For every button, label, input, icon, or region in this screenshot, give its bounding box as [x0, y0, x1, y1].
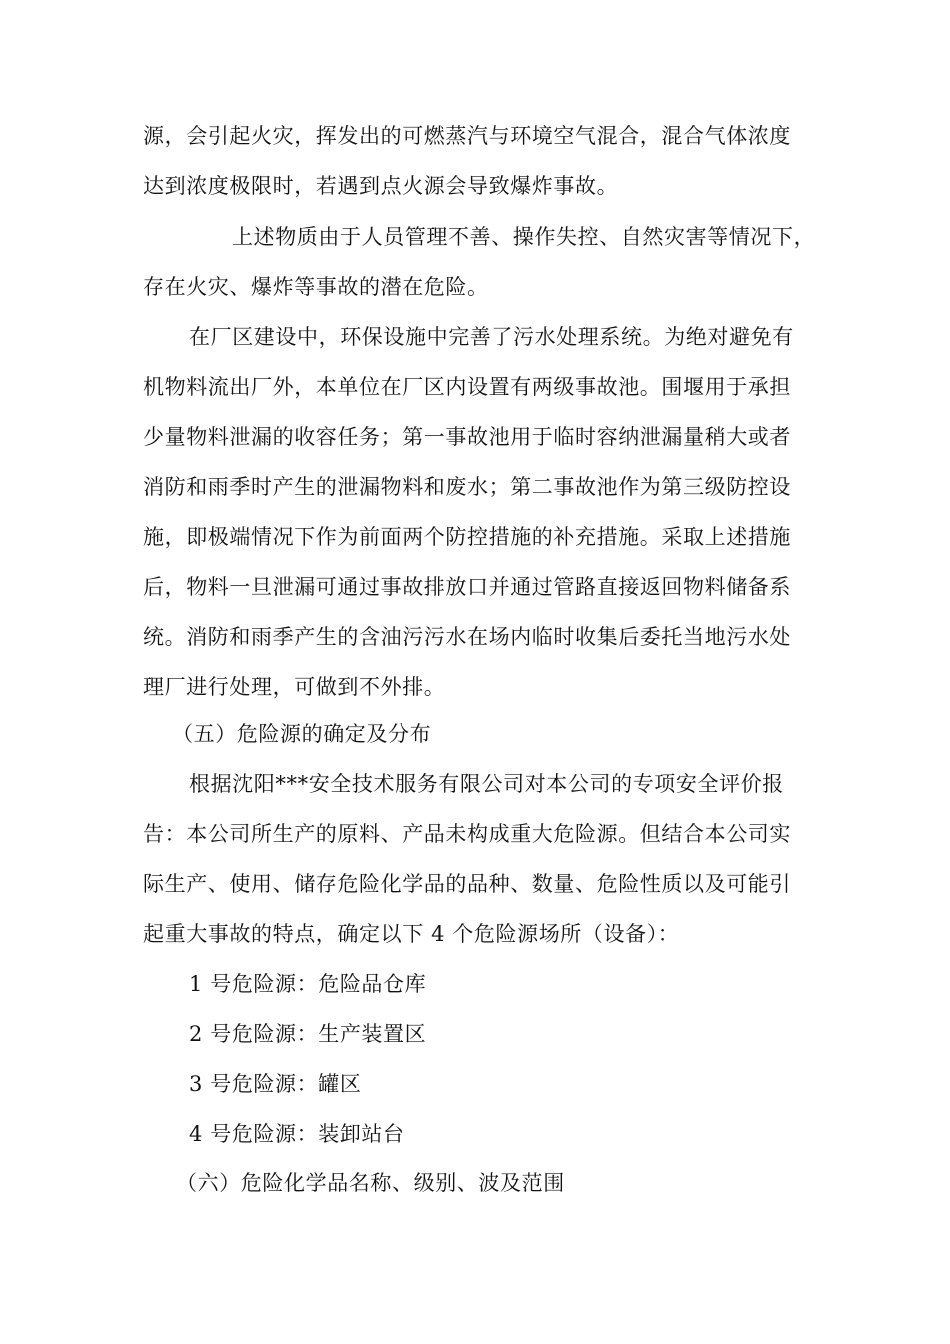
list-item: 3 号危险源：罐区 — [189, 1072, 362, 1096]
list-item: 2 号危险源：生产装置区 — [189, 1022, 427, 1046]
paragraph-line: 达到浓度极限时，若遇到点火源会导致爆炸事故。 — [143, 174, 619, 198]
section-heading: （六）危险化学品名称、级别、波及范围 — [176, 1171, 565, 1195]
list-item: 1 号危险源：危险品仓库 — [189, 972, 427, 996]
paragraph-line: 在厂区建设中，环保设施中完善了污水处理系统。为绝对避免有 — [189, 325, 794, 349]
paragraph-line: 际生产、使用、储存危险化学品的品种、数量、危险性质以及可能引 — [143, 872, 791, 896]
paragraph-line: 统。消防和雨季产生的含油污污水在场内临时收集后委托当地污水处 — [143, 625, 791, 649]
paragraph-line: 告：本公司所生产的原料、产品未构成重大危险源。但结合本公司实 — [143, 822, 791, 846]
paragraph-line: 机物料流出厂外，本单位在厂区内设置有两级事故池。围堰用于承担 — [143, 375, 791, 399]
paragraph-line: 消防和雨季时产生的泄漏物料和废水；第二事故池作为第三级防控设 — [143, 475, 791, 499]
paragraph-line: 源，会引起火灾，挥发出的可燃蒸汽与环境空气混合，混合气体浓度 — [143, 124, 791, 148]
paragraph-line: 起重大事故的特点，确定以下 4 个危险源场所（设备）： — [143, 922, 680, 946]
list-item: 4 号危险源：装卸站台 — [189, 1122, 405, 1146]
paragraph-line: 理厂进行处理，可做到不外排。 — [143, 675, 446, 699]
paragraph-line: 根据沈阳***安全技术服务有限公司对本公司的专项安全评价报 — [189, 772, 784, 796]
section-heading: （五）危险源的确定及分布 — [172, 722, 432, 746]
paragraph-line: 存在火灾、爆炸等事故的潜在危险。 — [143, 275, 489, 299]
paragraph-line: 上述物质由于人员管理不善、操作失控、自然灾害等情况下， — [232, 225, 816, 249]
paragraph-line: 施，即极端情况下作为前面两个防控措施的补充措施。采取上述措施 — [143, 525, 791, 549]
paragraph-line: 少量物料泄漏的收容任务；第一事故池用于临时容纳泄漏量稍大或者 — [143, 425, 791, 449]
paragraph-line: 后，物料一旦泄漏可通过事故排放口并通过管路直接返回物料储备系 — [143, 575, 791, 599]
